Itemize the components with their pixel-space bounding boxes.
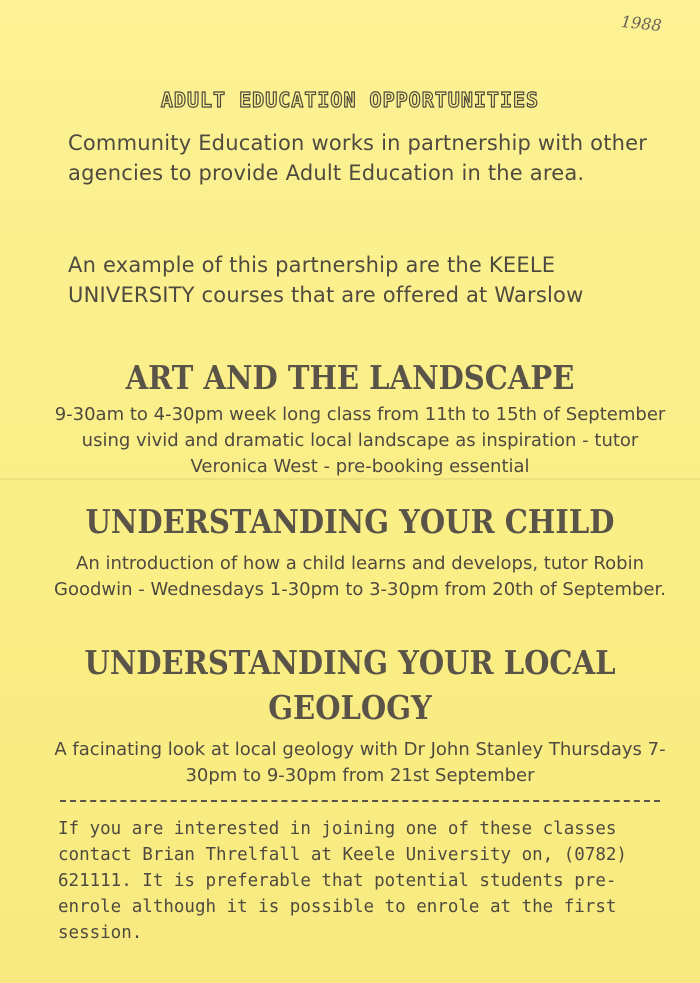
contact-paragraph: If you are interested in joining one of these classes contact Brian Threlfall at Keele University on, (0782) 621111. It is preferable that potential students pre-enrole although it is possible to enrole at the first session.	[58, 819, 627, 943]
course-title-child: UNDERSTANDING YOUR CHILD	[85, 502, 615, 541]
course-description-art: 9-30am to 4-30pm week long class from 11th to 15th of September using vivid and dramatic local landscape as inspiration - tutor Veronica West - pre-booking essential	[54, 404, 666, 477]
dashed-divider	[60, 800, 660, 802]
example-paragraph: An example of this partnership are the KEELE UNIVERSITY courses that are offered at Warslow	[68, 253, 584, 307]
intro-paragraph: Community Education works in partnership with other agencies to provide Adult Education in the area.	[68, 131, 648, 185]
flyer-heading: ADULT EDUCATION OPPORTUNITIES	[160, 88, 540, 112]
handwritten-year: 1988	[620, 11, 663, 36]
course-title-geology-line2: GEOLOGY	[268, 688, 432, 727]
course-title-art: ART AND THE LANDSCAPE	[125, 358, 575, 397]
course-description-geology: A facinating look at local geology with Dr John Stanley Thursdays 7-30pm to 9-30pm from 21st September	[54, 739, 666, 786]
course-title-geology-line1: UNDERSTANDING YOUR LOCAL	[84, 643, 616, 682]
course-description-child: An introduction of how a child learns and develops, tutor Robin Goodwin - Wednesdays 1-30pm to 3-30pm from 20th of September.	[54, 553, 666, 600]
